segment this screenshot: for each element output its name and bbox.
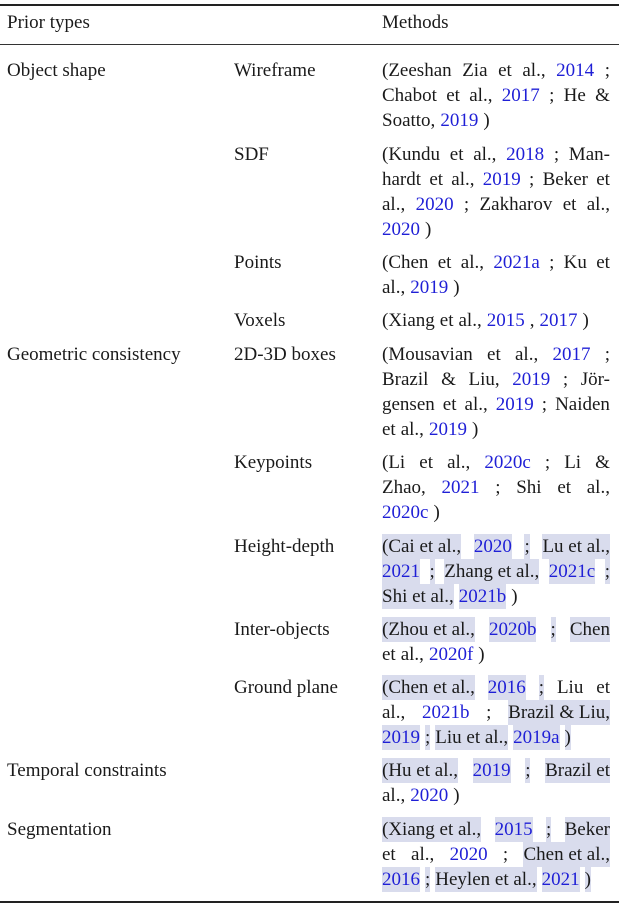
citation-line — [382, 450, 610, 475]
citation-year-link[interactable]: 2020 — [410, 785, 449, 806]
citation-text: ; — [425, 727, 431, 748]
citation-text: Man- — [568, 144, 610, 165]
citation-line — [382, 417, 610, 442]
citation-text: Soatto, — [382, 110, 436, 131]
citation-line — [382, 217, 610, 242]
citation-text: al., — [400, 419, 424, 440]
citation-text: ; — [429, 561, 435, 582]
citation-text: et — [562, 194, 577, 215]
citation-year-link[interactable]: 2020b — [488, 619, 537, 640]
header-rule — [0, 44, 619, 45]
citation-text: ) — [483, 110, 490, 131]
citation-text: (Chen et al., — [382, 677, 475, 698]
citation-text: et — [429, 169, 444, 190]
citation-text: & — [595, 85, 610, 106]
citation-year-link[interactable]: 2015 — [486, 310, 525, 331]
citation-text: Chabot — [382, 85, 437, 106]
citation-text: ; — [525, 760, 531, 781]
citation-text: al., — [411, 844, 435, 865]
citation-text: (Xiang — [382, 310, 435, 331]
citation-year-link[interactable]: 2017 — [539, 310, 578, 331]
citation-year-link[interactable]: 2021b — [421, 702, 470, 723]
citation-text: Chen — [569, 619, 610, 640]
citation-text: (Xiang et al., — [382, 819, 482, 840]
citation-text: et — [382, 419, 396, 440]
citation-text: Li — [564, 452, 582, 473]
citation-line — [382, 842, 610, 867]
citation-year-link[interactable]: 2021 — [441, 477, 480, 498]
citation-text: ; — [524, 536, 530, 557]
citation-text: al., — [464, 394, 488, 415]
citation-year-link[interactable]: 2021a — [493, 252, 540, 273]
citation-text: et — [437, 252, 452, 273]
citation-text: ; — [529, 169, 535, 190]
row-category: Temporal constraints — [7, 760, 167, 781]
citation-text: (Kundu — [382, 144, 441, 165]
citation-text: al., — [469, 85, 493, 106]
citation-year-link[interactable]: 2019 — [410, 277, 449, 298]
citation-line — [382, 83, 610, 108]
citation-text: ) — [582, 310, 589, 331]
citation-text: (Zhou et al., — [382, 619, 475, 640]
citation-text: ) — [453, 785, 460, 806]
citation-text: al., — [382, 702, 406, 723]
citation-text: al., — [586, 194, 610, 215]
citation-text: Chen et al., — [523, 844, 610, 865]
citation-text: et — [557, 477, 572, 498]
row-methods — [382, 450, 610, 525]
citation-text: ) — [453, 277, 460, 298]
header-prior-types: Prior types — [7, 12, 90, 33]
citation-line — [382, 308, 610, 333]
citation-text: ; — [541, 394, 548, 415]
citation-text: Beker — [542, 169, 588, 190]
citation-text: al., — [514, 344, 539, 365]
citation-year-link[interactable]: 2019 — [495, 394, 534, 415]
citation-year-link[interactable]: 2019 — [382, 727, 420, 748]
citation-line — [382, 167, 610, 192]
citation-text: al., — [451, 169, 475, 190]
citation-text: et — [449, 144, 464, 165]
citation-year-link[interactable]: 2015 — [494, 819, 533, 840]
citation-text: Heylen et al., — [435, 869, 537, 890]
citation-line — [382, 617, 610, 642]
row-methods — [382, 58, 610, 133]
citation-text: al., — [400, 644, 424, 665]
citation-text: al., — [458, 310, 482, 331]
row-subtype: 2D-3D boxes — [234, 344, 336, 365]
citation-text: Naiden — [555, 394, 610, 415]
row-methods — [382, 534, 610, 609]
citation-year-link[interactable]: 2020c — [484, 452, 531, 473]
citation-year-link[interactable]: 2020 — [382, 219, 420, 240]
citation-text: ; — [549, 252, 555, 273]
citation-text: & — [441, 369, 456, 390]
citation-text: ) — [471, 419, 479, 440]
row-subtype: Points — [234, 252, 282, 273]
citation-year-link[interactable]: 2021c — [548, 561, 596, 582]
citation-text: al., — [586, 477, 610, 498]
citation-text: Ku — [563, 252, 587, 273]
citation-text: Jör- — [580, 369, 610, 390]
citation-year-link[interactable]: 2019a — [513, 727, 560, 748]
citation-year-link[interactable]: 2021 — [382, 561, 420, 582]
citation-text: ; — [495, 477, 501, 498]
row-subtype: Voxels — [234, 310, 286, 331]
citation-line — [382, 500, 610, 525]
citation-line — [382, 142, 610, 167]
row-category: Geometric consistency — [7, 344, 181, 365]
citation-line — [382, 725, 610, 750]
citation-text: ; — [538, 677, 545, 698]
citation-text: ) — [478, 644, 485, 665]
citation-year-link[interactable]: 2016 — [487, 677, 526, 698]
row-methods — [382, 617, 610, 667]
citation-text: ; — [544, 452, 551, 473]
citation-line — [382, 534, 610, 559]
citation-text: ; — [545, 819, 552, 840]
citation-text: Beker — [564, 819, 610, 840]
citation-year-link[interactable]: 2021 — [541, 869, 580, 890]
citation-year-link[interactable]: 2020 — [415, 194, 454, 215]
citation-year-link[interactable]: 2019 — [428, 419, 467, 440]
citation-text: ; — [604, 561, 610, 582]
citation-text: al., — [447, 452, 471, 473]
citation-text: ) — [425, 219, 432, 240]
citation-text: gensen — [382, 394, 435, 415]
citation-text: Liu, — [468, 369, 500, 390]
citation-line — [382, 58, 610, 83]
citation-line — [382, 475, 610, 500]
citation-year-link[interactable]: 2017 — [552, 344, 591, 365]
row-subtype: Keypoints — [234, 452, 313, 473]
citation-line — [382, 192, 610, 217]
citation-year-link[interactable]: 2016 — [382, 869, 420, 890]
citation-year-link[interactable]: 2019 — [440, 110, 479, 131]
citation-line — [382, 342, 610, 367]
citation-text: He — [563, 85, 586, 106]
citation-text: Liu et al., — [435, 727, 509, 748]
citation-text: & — [595, 452, 610, 473]
citation-text: et — [596, 252, 610, 273]
citation-line — [382, 758, 610, 783]
citation-text: Brazil et — [545, 760, 610, 781]
citation-text: et — [487, 344, 501, 365]
citation-text: Zhao, — [382, 477, 426, 498]
citation-text: ; — [553, 144, 560, 165]
row-methods — [382, 142, 610, 242]
row-methods — [382, 675, 610, 750]
citation-text: Zhang et al., — [444, 561, 540, 582]
citation-text: Brazil — [382, 369, 429, 390]
citation-text: et — [442, 394, 457, 415]
row-category: Segmentation — [7, 819, 112, 840]
citation-text: et — [446, 85, 460, 106]
citation-text: ) — [433, 502, 440, 523]
citation-text: (Chen — [382, 252, 429, 273]
citation-line — [382, 700, 610, 725]
citation-text: al., — [522, 60, 546, 81]
citation-line — [382, 559, 610, 584]
citation-text: Shi et al., — [382, 586, 454, 607]
citation-year-link[interactable]: 2018 — [506, 144, 545, 165]
citation-text: Zia — [462, 60, 488, 81]
citation-text: et — [419, 452, 433, 473]
citation-year-link[interactable]: 2019 — [512, 369, 551, 390]
citation-year-link[interactable]: 2020 — [473, 536, 512, 557]
citation-text: al., — [382, 194, 406, 215]
citation-text: (Zeeshan — [382, 60, 452, 81]
citation-line — [382, 675, 610, 700]
citation-text: (Li — [382, 452, 406, 473]
row-methods — [382, 308, 610, 333]
citation-line — [382, 275, 610, 300]
citation-year-link[interactable]: 2021b — [458, 586, 507, 607]
citation-text: al., — [460, 252, 484, 273]
citation-text: ; — [550, 619, 556, 640]
citation-text: et — [382, 644, 396, 665]
citation-year-link[interactable]: 2020f — [428, 644, 474, 665]
citation-text: ; — [502, 844, 509, 865]
citation-text: ; — [604, 60, 610, 81]
citation-text: ; — [604, 344, 610, 365]
row-methods — [382, 250, 610, 300]
citation-line — [382, 642, 610, 667]
citation-year-link[interactable]: 2020c — [382, 502, 429, 523]
citation-text: ; — [463, 194, 470, 215]
citation-text: Lu et al., — [542, 536, 610, 557]
row-category: Object shape — [7, 60, 106, 81]
citation-year-link[interactable]: 2017 — [501, 85, 540, 106]
row-methods — [382, 817, 610, 892]
citation-line — [382, 367, 610, 392]
citation-text: , — [529, 310, 535, 331]
citation-text: (Mousavian — [382, 344, 473, 365]
citation-text: ) — [584, 869, 591, 890]
citation-text: Shi — [516, 477, 542, 498]
citation-text: al., — [382, 277, 406, 298]
citation-line — [382, 108, 610, 133]
citation-text: al., — [382, 785, 406, 806]
citation-text: hardt — [382, 169, 422, 190]
citation-year-link[interactable]: 2014 — [556, 60, 595, 81]
row-methods — [382, 342, 610, 442]
citation-text: Brazil & Liu, — [508, 702, 610, 723]
row-subtype: Wireframe — [234, 60, 316, 81]
citation-text: (Hu et al., — [382, 760, 458, 781]
citation-line — [382, 250, 610, 275]
citation-text: ; — [562, 369, 569, 390]
citation-line — [382, 867, 610, 892]
row-subtype: SDF — [234, 144, 269, 165]
row-methods — [382, 758, 610, 808]
citation-line — [382, 392, 610, 417]
citation-line — [382, 783, 610, 808]
citation-text: ; — [425, 869, 431, 890]
header-methods: Methods — [382, 12, 449, 33]
citation-text: ) — [564, 727, 571, 748]
citation-text: et — [439, 310, 454, 331]
row-subtype: Ground plane — [234, 677, 338, 698]
citation-text: al., — [473, 144, 497, 165]
citation-text: Zakharov — [479, 194, 553, 215]
citation-text: (Cai et al., — [382, 536, 462, 557]
table-top-rule — [0, 4, 619, 6]
row-subtype: Inter-objects — [234, 619, 330, 640]
citation-text: Liu — [556, 677, 584, 698]
citation-text: ) — [511, 586, 518, 607]
row-subtype: Height-depth — [234, 536, 335, 557]
citation-text: et — [596, 677, 610, 698]
citation-text: et — [498, 60, 512, 81]
citation-text: et — [596, 169, 610, 190]
citation-line — [382, 584, 610, 609]
citation-text: et — [382, 844, 396, 865]
citation-year-link[interactable]: 2019 — [482, 169, 521, 190]
table-bottom-rule — [0, 901, 619, 903]
citation-year-link[interactable]: 2019 — [472, 760, 511, 781]
citation-year-link[interactable]: 2020 — [449, 844, 488, 865]
citation-text: ; — [549, 85, 555, 106]
citation-text: ; — [486, 702, 492, 723]
citation-line — [382, 817, 610, 842]
